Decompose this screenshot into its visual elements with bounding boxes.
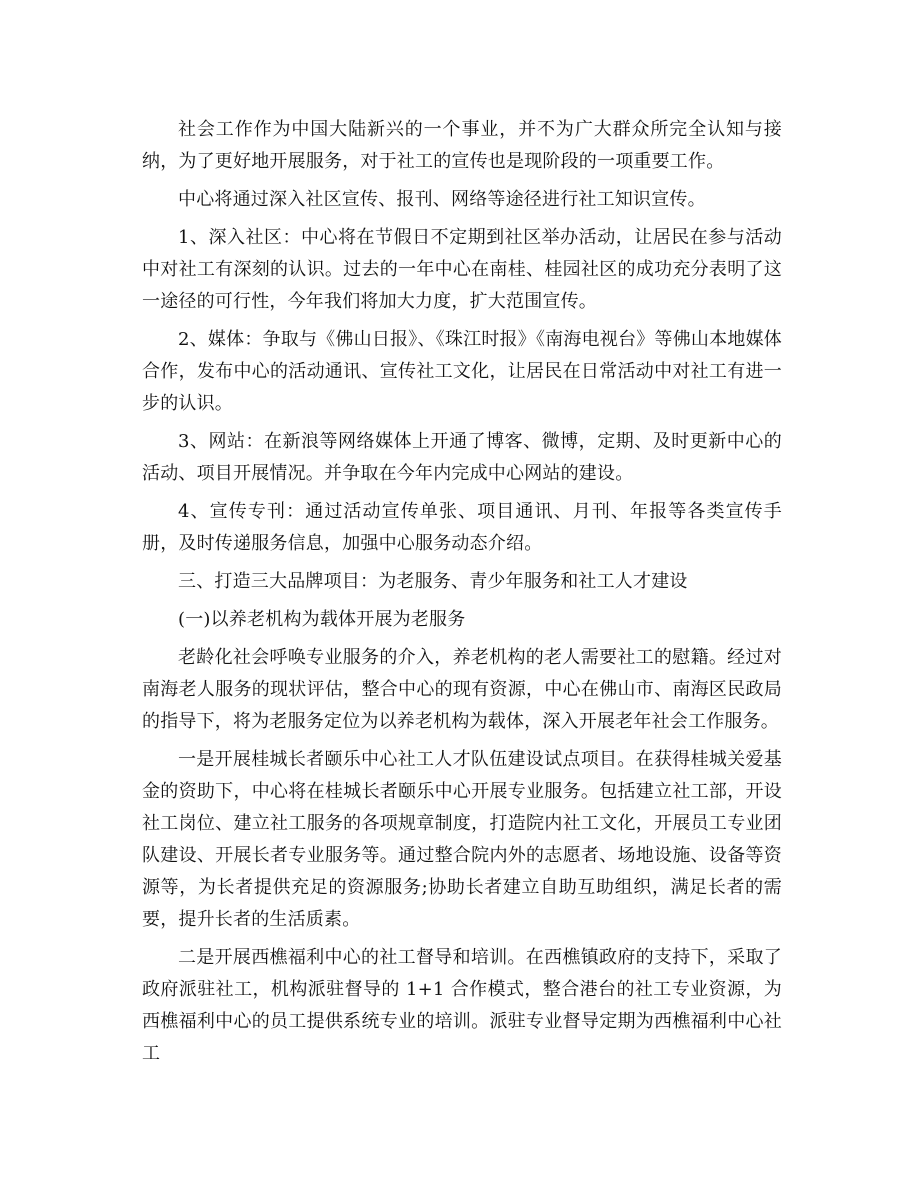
paragraph-xiqiao-project: 二是开展西樵福利中心的社工督导和培训。在西樵镇政府的支持下，采取了政府派驻社工，机构派驻督导的 1+1 合作模式，整合港台的社工专业资源，为西樵福利中心的员工提供系统专业的培训。派驻专业督导定期为西樵福利中心社工 [142, 947, 782, 1064]
paragraph-intro: 社会工作作为中国大陆新兴的一个事业，并不为广大群众所完全认知与接纳，为了更好地开展服务，对于社工的宣传也是现阶段的一项重要工作。 [142, 119, 782, 172]
document-body [142, 114, 782, 1076]
paragraph-aging-society: 老龄化社会呼唤专业服务的介入，养老机构的老人需要社工的慰籍。经过对南海老人服务的现状评估，整合中心的现有资源，中心在佛山市、南海区民政局的指导下，将为老服务定位为以养老机构为载体，深入开展老年社会工作服务。 [142, 647, 782, 732]
paragraph-community: 1、深入社区：中心将在节假日不定期到社区举办活动，让居民在参与活动中对社工有深刻的认识。过去的一年中心在南桂、桂园社区的成功充分表明了这一途径的可行性，今年我们将加大力度，扩大范围宣传。 [142, 227, 782, 312]
subsection-heading-elderly-service: (一)以养老机构为载体开展为老服务 [178, 609, 466, 630]
section-heading-brand-projects: 三、打造三大品牌项目：为老服务、青少年服务和社工人才建设 [178, 571, 688, 592]
paragraph-channels: 中心将通过深入社区宣传、报刊、网络等途径进行社工知识宣传。 [178, 189, 706, 210]
paragraph-guicheng-project: 一是开展桂城长者颐乐中心社工人才队伍建设试点项目。在获得桂城关爱基金的资助下，中心将在桂城长者颐乐中心开展专业服务。包括建立社工部，开设社工岗位、建立社工服务的各项规章制度，打造院内社工文化，开展员工专业团队建设、开展长者专业服务等。通过整合院内外的志愿者、场地设施、设备等资源等，为长者提供充足的资源服务;协助长者建立自助互助组织，满足长者的需要，提升长者的生活质素。 [142, 749, 782, 930]
paragraph-media: 2、媒体：争取与《佛山日报》、《珠江时报》《南海电视台》等佛山本地媒体合作，发布中心的活动通讯、宣传社工文化，让居民在日常活动中对社工有进一步的认识。 [142, 329, 782, 414]
paragraph-website: 3、网站：在新浪等网络媒体上开通了博客、微博，定期、及时更新中心的活动、项目开展情况。并争取在今年内完成中心网站的建设。 [142, 431, 782, 484]
paragraph-publications: 4、宣传专刊：通过活动宣传单张、项目通讯、月刊、年报等各类宣传手册，及时传递服务信息，加强中心服务动态介绍。 [142, 501, 782, 554]
